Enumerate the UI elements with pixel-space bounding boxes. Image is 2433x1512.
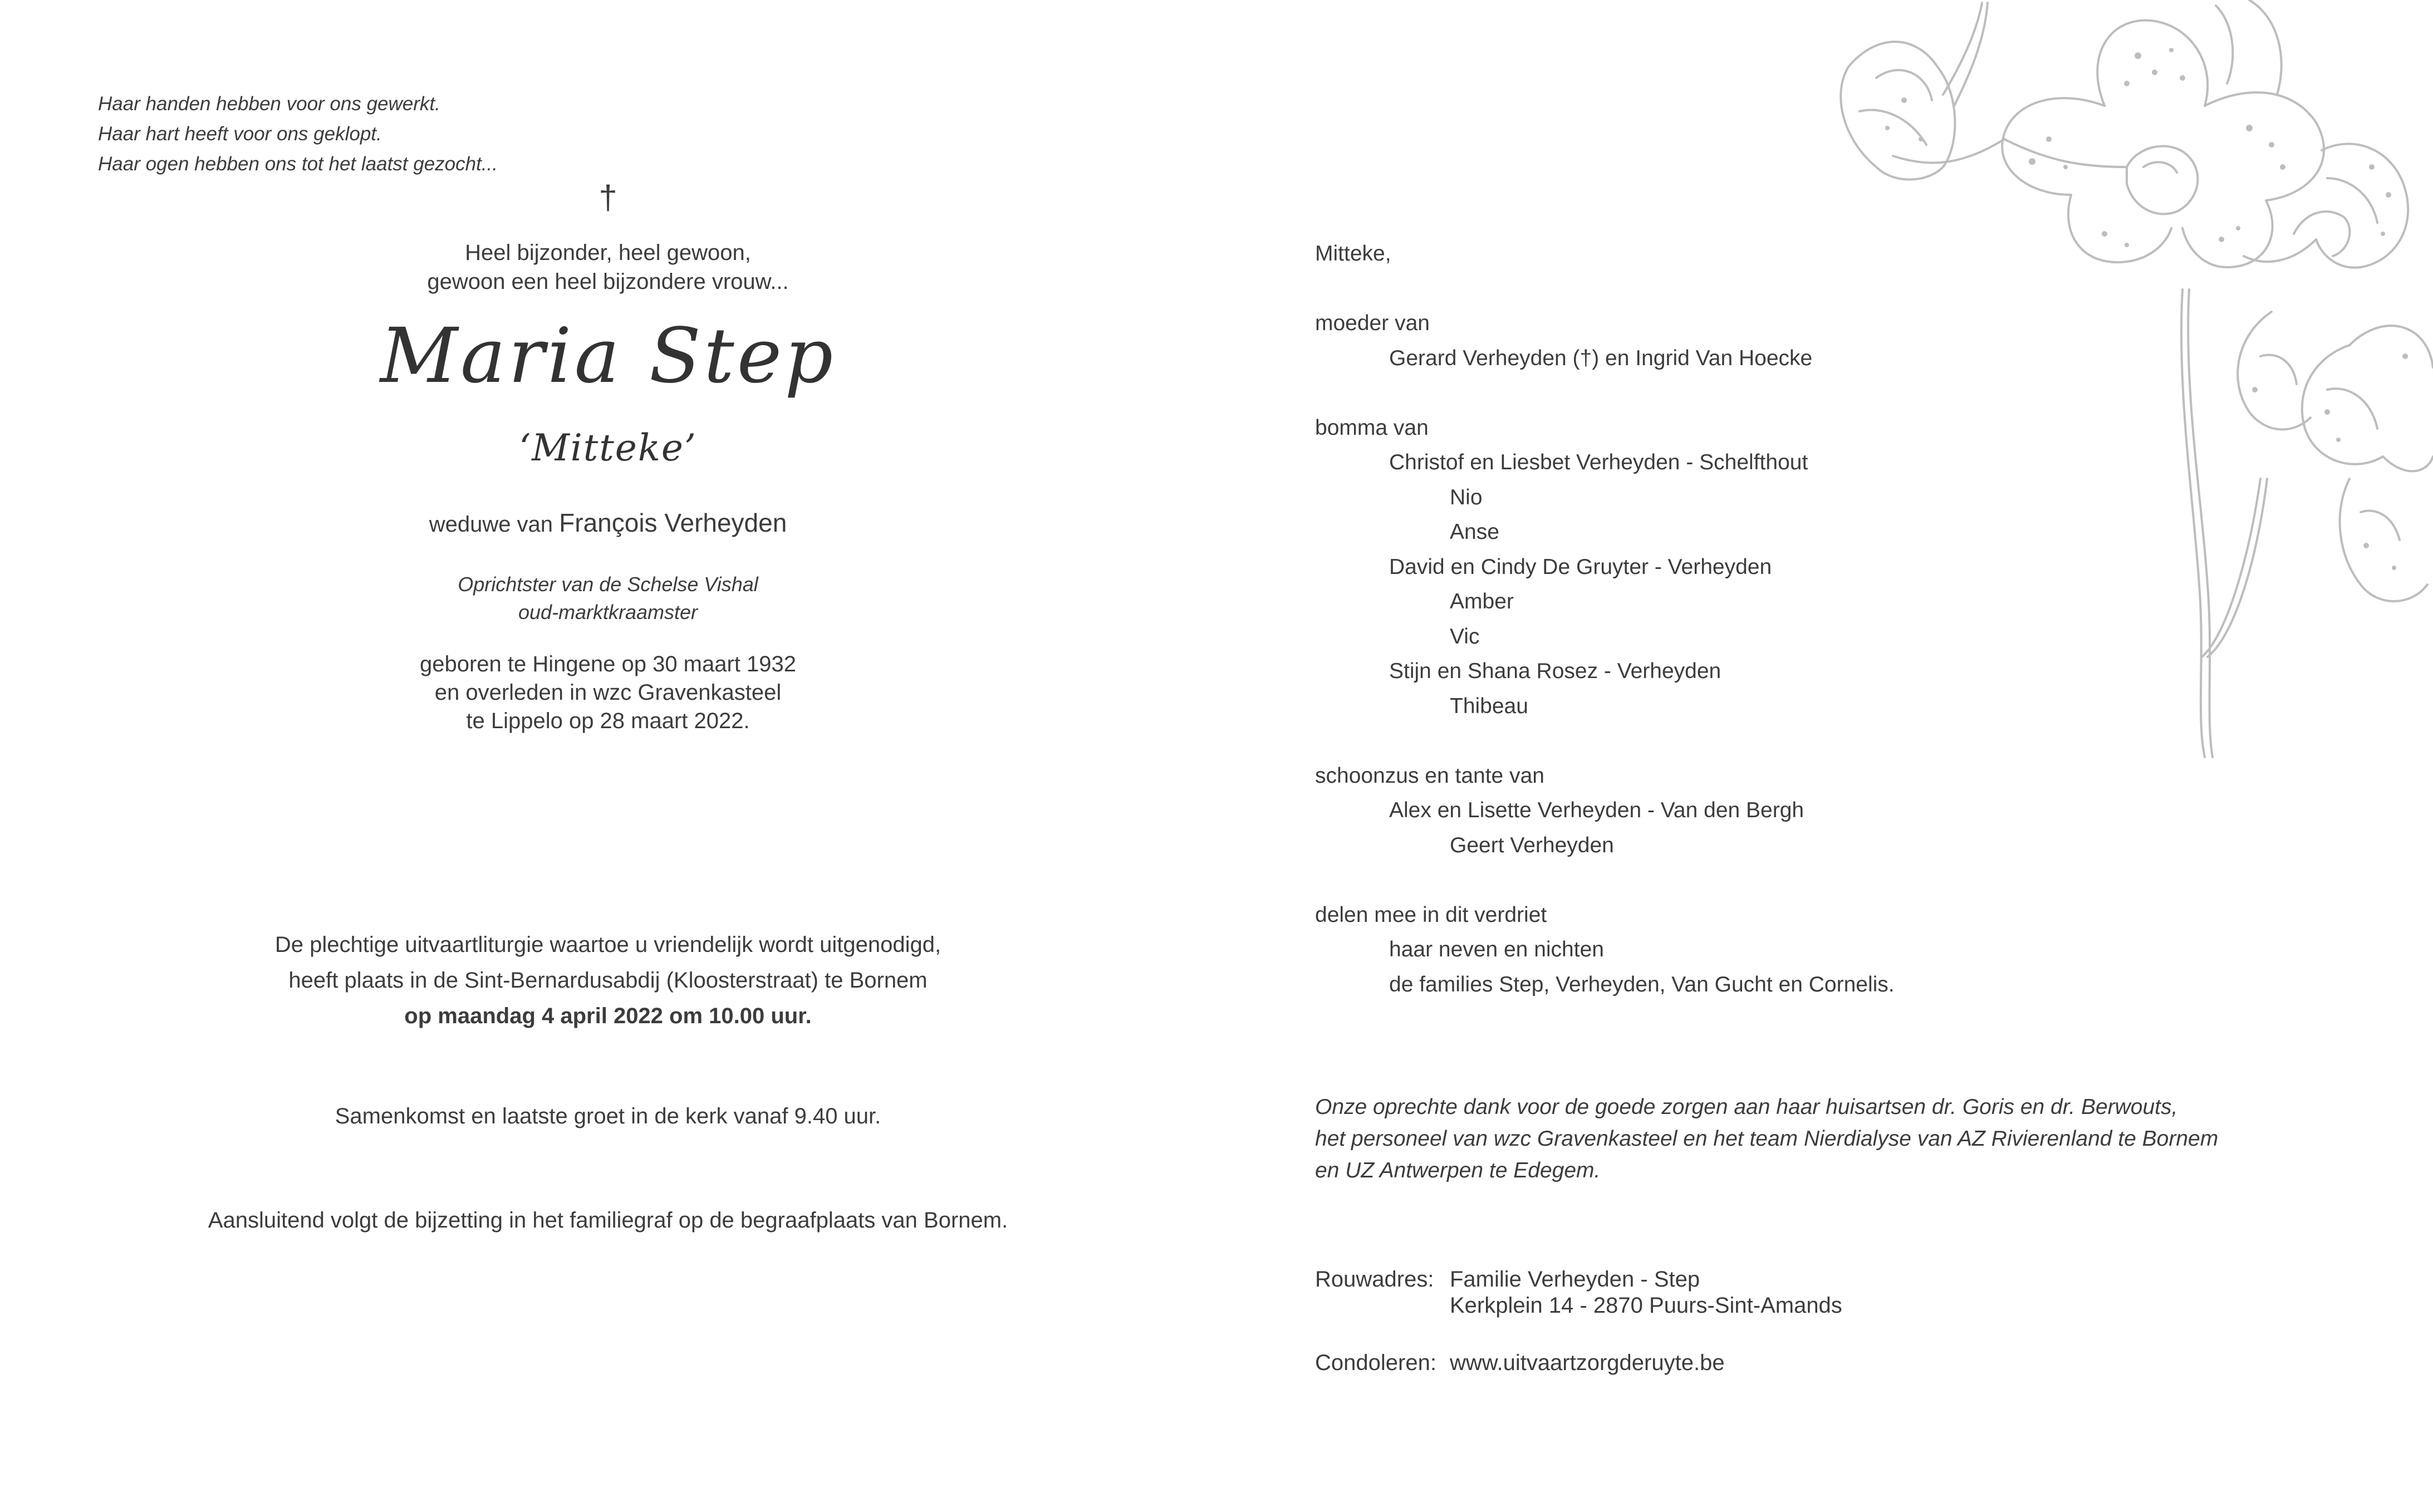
dates-line: te Lippelo op 28 maart 2022. — [466, 709, 750, 733]
children-names: Gerard Verheyden (†) en Ingrid Van Hoecke — [1389, 346, 1813, 370]
thanks-line: en UZ Antwerpen te Edegem. — [1315, 1158, 1601, 1182]
grandchild-couple: Stijn en Shana Rosez - Verheyden — [1389, 659, 1721, 683]
dates-line: en overleden in wzc Gravenkasteel — [434, 680, 782, 705]
cross-icon: † — [599, 179, 617, 216]
sister-in-law-heading: schoonzus en tante van — [1315, 763, 1544, 788]
gathering-text: Samenkomst en laatste groet in de kerk vanaf 9.40 uur. — [335, 1104, 881, 1128]
nickname: ‘Mitteke’ — [519, 426, 697, 469]
share-grief-line: de families Step, Verheyden, Van Gucht en Cornelis. — [1389, 972, 1895, 996]
occupation-line: Oprichtster van de Schelse Vishal — [458, 573, 758, 596]
widow-of — [0, 505, 1216, 542]
burial-text: Aansluitend volgt de bijzetting in het familiegraf op de begraafplaats van Bornem. — [208, 1208, 1008, 1233]
great-grandchild: Nio — [1450, 485, 1483, 509]
occupation — [0, 571, 1216, 626]
address-street: Kerkplein 14 - 2870 Puurs-Sint-Amands — [1450, 1293, 1842, 1318]
great-grandchild: Vic — [1450, 624, 1480, 649]
thanks-text — [1315, 1091, 2218, 1186]
grandmother-of-heading: bomma van — [1315, 415, 1429, 440]
funeral-line: De plechtige uitvaartliturgie waartoe u vriendelijk wordt uitgenodigd, — [274, 932, 941, 957]
mother-of-heading: moeder van — [1315, 311, 1430, 335]
funeral-invitation — [0, 927, 1216, 1034]
motto — [98, 89, 498, 179]
family-list — [1315, 237, 1895, 1002]
great-grandchild: Thibeau — [1450, 694, 1528, 718]
thanks-line: het personeel van wzc Gravenkasteel en het team Nierdialyse van AZ Rivierenland te Bornem — [1315, 1127, 2219, 1151]
grandchild-couple: Christof en Liesbet Verheyden - Schelfthout — [1389, 450, 1808, 474]
condolences-label: Condoleren: — [1315, 1351, 1436, 1375]
great-grandchild: Amber — [1450, 590, 1514, 613]
share-grief-line: haar neven en nichten — [1389, 937, 1604, 961]
grandchild-couple: David en Cindy De Gruyter - Verheyden — [1389, 554, 1772, 579]
intro-text — [0, 238, 1216, 296]
intro-line: Heel bijzonder, heel gewoon, — [465, 240, 751, 265]
birth-death-dates — [0, 650, 1216, 735]
salutation: Mitteke, — [1315, 242, 1391, 266]
husband-name: François Verheyden — [559, 508, 787, 537]
motto-line: Haar handen hebben voor ons gewerkt. — [98, 93, 440, 115]
widow-prefix: weduwe van — [429, 512, 560, 537]
condolences-website[interactable]: www.uitvaartzorgderuyte.be — [1450, 1351, 1725, 1375]
dates-line: geboren te Hingene op 30 maart 1932 — [419, 652, 797, 676]
relative-child: Geert Verheyden — [1450, 833, 1614, 857]
address-name: Familie Verheyden - Step — [1450, 1267, 1700, 1292]
funeral-datetime: op maandag 4 april 2022 om 10.00 uur. — [404, 1004, 812, 1028]
motto-line: Haar ogen hebben ons tot het laatst gezocht... — [98, 153, 498, 175]
address-label: Rouwadres: — [1315, 1267, 1434, 1292]
mourning-address — [1315, 1266, 1983, 1389]
great-grandchild: Anse — [1450, 520, 1499, 544]
occupation-line: oud-marktkraamster — [518, 601, 698, 624]
thanks-line: Onze oprechte dank voor de goede zorgen aan haar huisartsen dr. Goris en dr. Berwouts, — [1315, 1095, 2178, 1119]
deceased-name: Maria Step — [380, 312, 836, 400]
intro-line: gewoon een heel bijzondere vrouw... — [427, 269, 789, 294]
relative-couple: Alex en Lisette Verheyden - Van den Bergh — [1389, 798, 1804, 822]
share-grief-heading: delen mee in dit verdriet — [1315, 902, 1547, 927]
motto-line: Haar hart heeft voor ons geklopt. — [98, 123, 382, 145]
funeral-line: heeft plaats in de Sint-Bernardusabdij (Kloosterstraat) te Bornem — [288, 968, 928, 993]
